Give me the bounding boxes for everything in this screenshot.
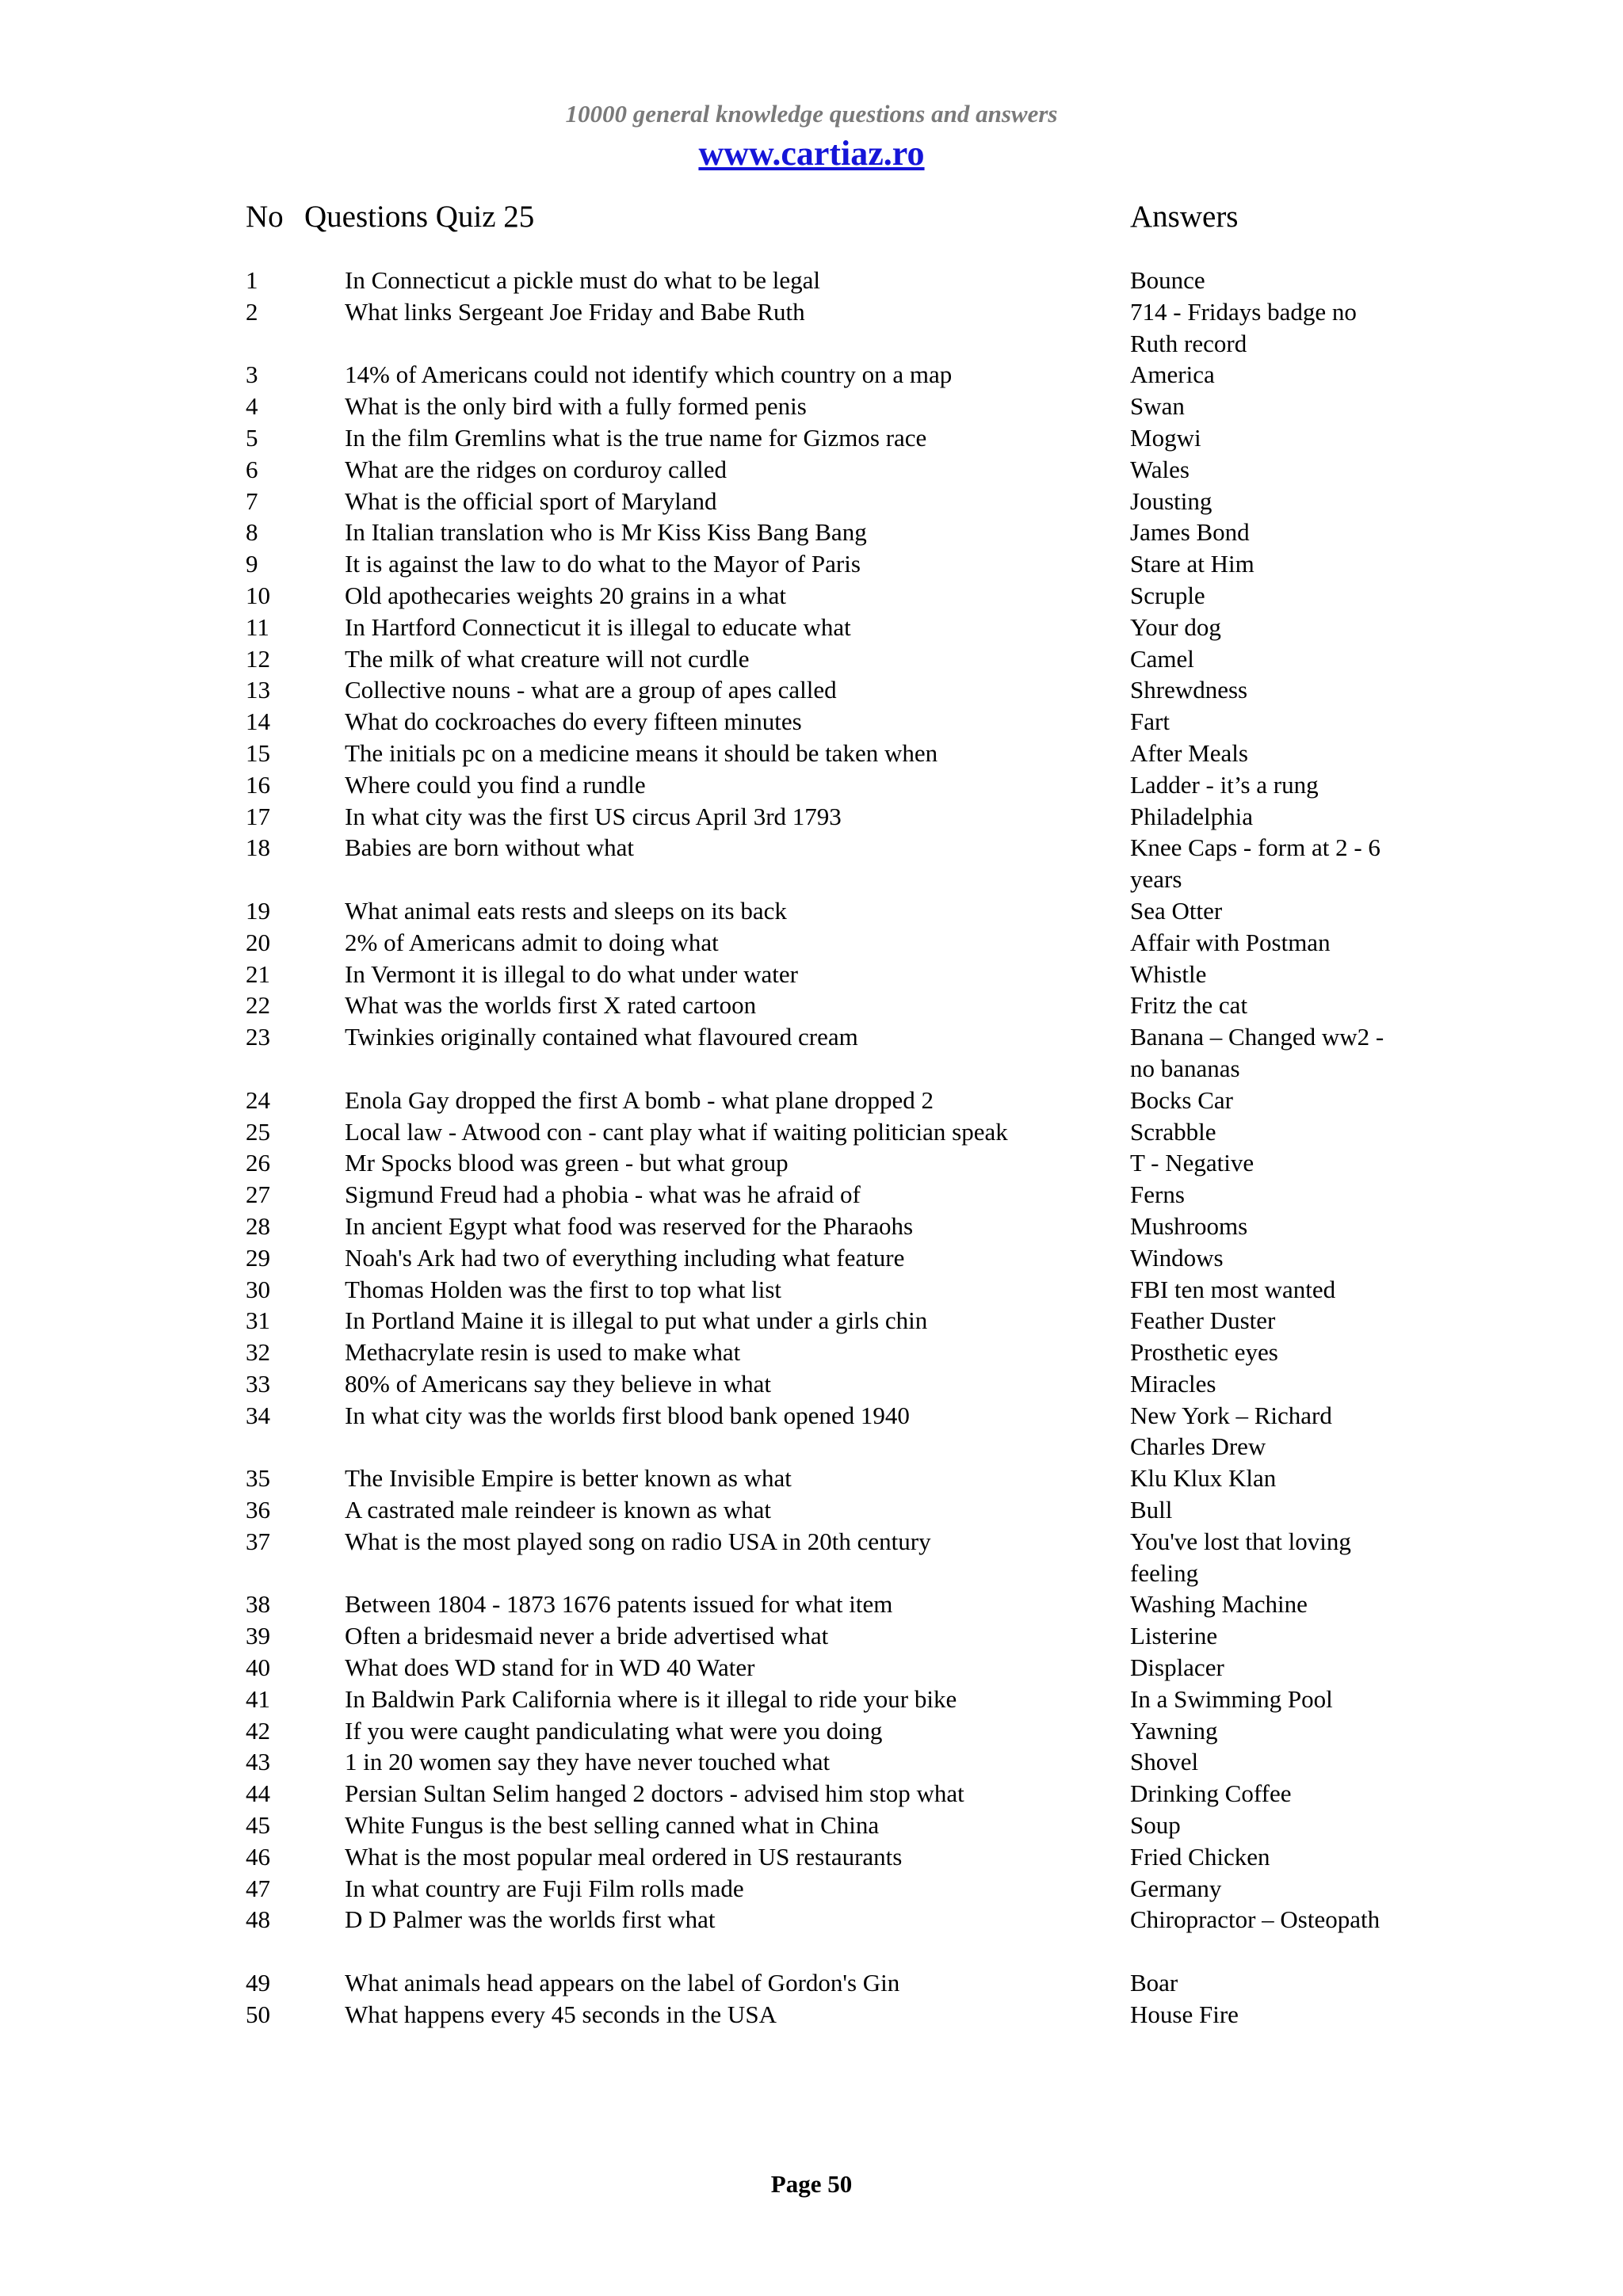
- table-row: [0, 391, 1623, 422]
- table-row: [0, 1841, 1623, 1873]
- question-number: 1: [246, 266, 258, 294]
- quiz-table: [0, 265, 1623, 2031]
- answer-text: Whistle: [1130, 959, 1207, 988]
- table-row: [0, 927, 1623, 959]
- answer-text: James Bond: [1130, 518, 1250, 547]
- question-number: 6: [246, 455, 258, 483]
- question-number: 20: [246, 928, 270, 956]
- question-number: 17: [246, 802, 270, 830]
- table-row: [0, 738, 1623, 769]
- question-number: 42: [246, 1716, 270, 1745]
- question-text: Noah's Ark had two of everything including what feature: [345, 1243, 905, 1272]
- table-row: [0, 1778, 1623, 1810]
- question-number: 37: [246, 1527, 270, 1555]
- question-number: 11: [246, 612, 269, 641]
- answer-text: Your dog: [1130, 612, 1221, 641]
- question-text: 14% of Americans could not identify which country on a map: [345, 360, 953, 389]
- question-number: 44: [246, 1779, 270, 1808]
- table-row: [0, 895, 1623, 927]
- column-header-answers: Answers: [1130, 200, 1239, 234]
- question-text: In Italian translation who is Mr Kiss Kiss Bang Bang: [345, 518, 867, 547]
- table-row: [0, 1904, 1623, 1967]
- answer-text: America: [1130, 360, 1215, 389]
- table-row: [0, 1715, 1623, 1747]
- answer-text: Bounce: [1130, 266, 1205, 294]
- question-text: Local law - Atwood con - cant play what if waiting politician speak: [345, 1117, 1008, 1146]
- table-row: [0, 1211, 1623, 1242]
- answer-text: Windows: [1130, 1243, 1224, 1272]
- question-text: Twinkies originally contained what flavoured cream: [345, 1023, 858, 1051]
- question-number: 12: [246, 644, 270, 673]
- question-text: The initials pc on a medicine means it should be taken when: [345, 738, 938, 767]
- table-row: [0, 1400, 1623, 1463]
- answer-text: Scruple: [1130, 581, 1205, 609]
- table-row: [0, 612, 1623, 643]
- question-number: 23: [246, 1023, 270, 1051]
- question-text: Babies are born without what: [345, 833, 635, 862]
- answer-text: Yawning: [1130, 1716, 1218, 1745]
- question-number: 4: [246, 392, 258, 421]
- question-text: What are the ridges on corduroy called: [345, 455, 727, 483]
- question-number: 19: [246, 896, 270, 925]
- site-link[interactable]: www.cartiaz.ro: [698, 134, 925, 173]
- question-text: White Fungus is the best selling canned what in China: [345, 1811, 880, 1840]
- question-number: 29: [246, 1243, 270, 1272]
- table-row: [0, 296, 1623, 360]
- question-number: 39: [246, 1622, 270, 1650]
- question-text: If you were caught pandiculating what were you doing: [345, 1716, 883, 1745]
- answer-text: Fart: [1130, 707, 1170, 736]
- question-text: In what city was the worlds first blood bank opened 1940: [345, 1401, 910, 1429]
- table-row: [0, 1085, 1623, 1116]
- question-number: 21: [246, 959, 270, 988]
- answer-text: Camel: [1130, 644, 1194, 673]
- question-number: 33: [246, 1369, 270, 1398]
- question-number: 28: [246, 1211, 270, 1240]
- question-text: Enola Gay dropped the first A bomb - what plane dropped 2: [345, 1085, 934, 1114]
- answer-text: Washing Machine: [1130, 1590, 1308, 1619]
- answer-text: Affair with Postman: [1130, 928, 1331, 956]
- table-row: [0, 1463, 1623, 1494]
- question-text: Where could you find a rundle: [345, 770, 646, 799]
- table-row: [0, 1526, 1623, 1589]
- question-number: 13: [246, 676, 270, 704]
- answer-text: After Meals: [1130, 738, 1248, 767]
- question-text: Collective nouns - what are a group of apes called: [345, 676, 837, 704]
- question-number: 9: [246, 550, 258, 578]
- table-row: [0, 517, 1623, 548]
- question-text: What was the worlds first X rated cartoon: [345, 991, 757, 1020]
- question-number: 7: [246, 486, 258, 515]
- question-text: What is the only bird with a fully formed penis: [345, 392, 807, 421]
- table-row: [0, 1274, 1623, 1306]
- question-text: What is the most popular meal ordered in US restaurants: [345, 1842, 903, 1871]
- table-row: [0, 643, 1623, 675]
- question-text: In the film Gremlins what is the true name for Gizmos race: [345, 423, 927, 452]
- answer-text: Wales: [1130, 455, 1190, 483]
- question-text: Methacrylate resin is used to make what: [345, 1338, 741, 1367]
- table-row: [0, 1652, 1623, 1684]
- question-number: 5: [246, 423, 258, 452]
- question-number: 18: [246, 833, 270, 862]
- question-number: 47: [246, 1874, 270, 1902]
- question-number: 15: [246, 738, 270, 767]
- question-text: In Baldwin Park California where is it illegal to ride your bike: [345, 1684, 957, 1713]
- question-number: 27: [246, 1180, 270, 1209]
- question-number: 2: [246, 297, 258, 326]
- table-row: [0, 832, 1623, 895]
- answer-text: House Fire: [1130, 2000, 1239, 2028]
- answer-text: Drinking Coffee: [1130, 1779, 1292, 1808]
- question-text: What do cockroaches do every fifteen minutes: [345, 707, 802, 736]
- question-number: 31: [246, 1306, 270, 1335]
- answer-text: Feather Duster: [1130, 1306, 1276, 1335]
- table-row: [0, 1810, 1623, 1841]
- answer-text: Germany: [1130, 1874, 1222, 1902]
- answer-text: Prosthetic eyes: [1130, 1338, 1278, 1367]
- question-number: 32: [246, 1338, 270, 1367]
- table-row: [0, 1494, 1623, 1526]
- question-text: In what country are Fuji Film rolls made: [345, 1874, 744, 1902]
- question-text: What is the official sport of Maryland: [345, 486, 717, 515]
- answer-text: FBI ten most wanted: [1130, 1275, 1336, 1303]
- answer-text: T - Negative: [1130, 1149, 1254, 1177]
- table-row: [0, 454, 1623, 486]
- answer-text: You've lost that loving feeling: [1130, 1527, 1351, 1587]
- page-number: Page 50: [770, 2170, 853, 2198]
- document-subtitle: 10000 general knowledge questions and answers: [565, 100, 1058, 128]
- question-text: In what city was the first US circus April 3rd 1793: [345, 802, 842, 830]
- answer-text: Sea Otter: [1130, 896, 1223, 925]
- question-text: A castrated male reindeer is known as what: [345, 1496, 772, 1524]
- question-number: 24: [246, 1085, 270, 1114]
- table-row: [0, 1179, 1623, 1211]
- answer-text: Bull: [1130, 1496, 1173, 1524]
- answer-text: Mogwi: [1130, 423, 1201, 452]
- answer-text: Scrabble: [1130, 1117, 1216, 1146]
- question-number: 10: [246, 581, 270, 609]
- table-row: [0, 265, 1623, 296]
- question-number: 50: [246, 2000, 270, 2028]
- question-text: 80% of Americans say they believe in what: [345, 1369, 772, 1398]
- table-row: [0, 1967, 1623, 1999]
- question-text: The milk of what creature will not curdle: [345, 644, 750, 673]
- answer-text: Stare at Him: [1130, 550, 1254, 578]
- table-row: [0, 1684, 1623, 1715]
- question-text: Persian Sultan Selim hanged 2 doctors - advised him stop what: [345, 1779, 964, 1808]
- answer-text: New York – Richard Charles Drew: [1130, 1401, 1332, 1461]
- question-text: What is the most played song on radio USA in 20th century: [345, 1527, 931, 1555]
- table-row: [0, 1368, 1623, 1400]
- table-row: [0, 1021, 1623, 1085]
- answer-text: Soup: [1130, 1811, 1181, 1840]
- table-row: [0, 1620, 1623, 1652]
- question-number: 3: [246, 360, 258, 389]
- answer-text: Jousting: [1130, 486, 1212, 515]
- question-number: 25: [246, 1117, 270, 1146]
- question-number: 30: [246, 1275, 270, 1303]
- answer-text: Klu Klux Klan: [1130, 1464, 1277, 1493]
- question-text: Often a bridesmaid never a bride advertised what: [345, 1622, 829, 1650]
- answer-text: Miracles: [1130, 1369, 1216, 1398]
- table-row: [0, 1873, 1623, 1905]
- table-row: [0, 959, 1623, 990]
- table-row: [0, 359, 1623, 391]
- answer-text: Swan: [1130, 392, 1185, 421]
- question-text: In Portland Maine it is illegal to put what under a girls chin: [345, 1306, 928, 1335]
- question-number: 48: [246, 1905, 270, 1934]
- question-number: 40: [246, 1653, 270, 1682]
- question-text: 1 in 20 women say they have never touched what: [345, 1748, 831, 1776]
- table-row: [0, 422, 1623, 454]
- question-number: 36: [246, 1496, 270, 1524]
- table-row: [0, 548, 1623, 580]
- table-row: [0, 1999, 1623, 2031]
- question-number: 16: [246, 770, 270, 799]
- answer-text: Ferns: [1130, 1180, 1185, 1209]
- answer-text: Ladder - it’s a rung: [1130, 770, 1319, 799]
- table-row: [0, 769, 1623, 801]
- column-header-no: No: [246, 200, 284, 234]
- question-number: 8: [246, 518, 258, 547]
- answer-text: Fried Chicken: [1130, 1842, 1270, 1871]
- question-text: Old apothecaries weights 20 grains in a what: [345, 581, 786, 609]
- table-row: [0, 674, 1623, 706]
- question-text: Mr Spocks blood was green - but what group: [345, 1149, 789, 1177]
- question-text: D D Palmer was the worlds first what: [345, 1905, 716, 1934]
- column-header-questions: Questions Quiz 25: [304, 200, 535, 234]
- question-number: 14: [246, 707, 270, 736]
- answer-text: Shovel: [1130, 1748, 1199, 1776]
- table-row: [0, 1147, 1623, 1179]
- table-row: [0, 1116, 1623, 1148]
- question-number: 38: [246, 1590, 270, 1619]
- answer-text: Mushrooms: [1130, 1211, 1248, 1240]
- question-number: 41: [246, 1684, 270, 1713]
- question-number: 26: [246, 1149, 270, 1177]
- table-row: [0, 801, 1623, 833]
- question-number: 34: [246, 1401, 270, 1429]
- table-row: [0, 1589, 1623, 1620]
- question-text: In ancient Egypt what food was reserved for the Pharaohs: [345, 1211, 914, 1240]
- question-text: What happens every 45 seconds in the USA: [345, 2000, 777, 2028]
- answer-text: Knee Caps - form at 2 - 6 years: [1130, 833, 1381, 894]
- answer-text: Displacer: [1130, 1653, 1224, 1682]
- question-number: 35: [246, 1464, 270, 1493]
- question-text: 2% of Americans admit to doing what: [345, 928, 719, 956]
- question-text: In Connecticut a pickle must do what to be legal: [345, 266, 821, 294]
- table-row: [0, 486, 1623, 517]
- question-text: Between 1804 - 1873 1676 patents issued for what item: [345, 1590, 893, 1619]
- question-text: What animal eats rests and sleeps on its back: [345, 896, 787, 925]
- answer-text: 714 - Fridays badge no Ruth record: [1130, 297, 1357, 357]
- answer-text: Shrewdness: [1130, 676, 1248, 704]
- question-number: 22: [246, 991, 270, 1020]
- table-row: [0, 1746, 1623, 1778]
- answer-text: Listerine: [1130, 1622, 1218, 1650]
- question-text: Sigmund Freud had a phobia - what was he afraid of: [345, 1180, 861, 1209]
- table-row: [0, 1305, 1623, 1337]
- question-number: 46: [246, 1842, 270, 1871]
- answer-text: Banana – Changed ww2 - no bananas: [1130, 1023, 1384, 1082]
- answer-text: Bocks Car: [1130, 1085, 1234, 1114]
- table-row: [0, 580, 1623, 612]
- question-text: What animals head appears on the label of Gordon's Gin: [345, 1969, 900, 1997]
- question-number: 43: [246, 1748, 270, 1776]
- table-row: [0, 990, 1623, 1021]
- answer-text: In a Swimming Pool: [1130, 1684, 1333, 1713]
- question-text: Thomas Holden was the first to top what list: [345, 1275, 782, 1303]
- question-number: 45: [246, 1811, 270, 1840]
- question-number: 49: [246, 1969, 270, 1997]
- question-text: In Vermont it is illegal to do what under water: [345, 959, 798, 988]
- answer-text: Philadelphia: [1130, 802, 1253, 830]
- answer-text: Boar: [1130, 1969, 1178, 1997]
- question-text: In Hartford Connecticut it is illegal to educate what: [345, 612, 851, 641]
- question-text: The Invisible Empire is better known as what: [345, 1464, 792, 1493]
- answer-text: Chiropractor – Osteopath: [1130, 1905, 1381, 1934]
- table-row: [0, 1337, 1623, 1368]
- table-row: [0, 706, 1623, 738]
- question-text: What links Sergeant Joe Friday and Babe Ruth: [345, 297, 805, 326]
- table-row: [0, 1242, 1623, 1274]
- question-text: What does WD stand for in WD 40 Water: [345, 1653, 755, 1682]
- answer-text: Fritz the cat: [1130, 991, 1248, 1020]
- question-text: It is against the law to do what to the Mayor of Paris: [345, 550, 861, 578]
